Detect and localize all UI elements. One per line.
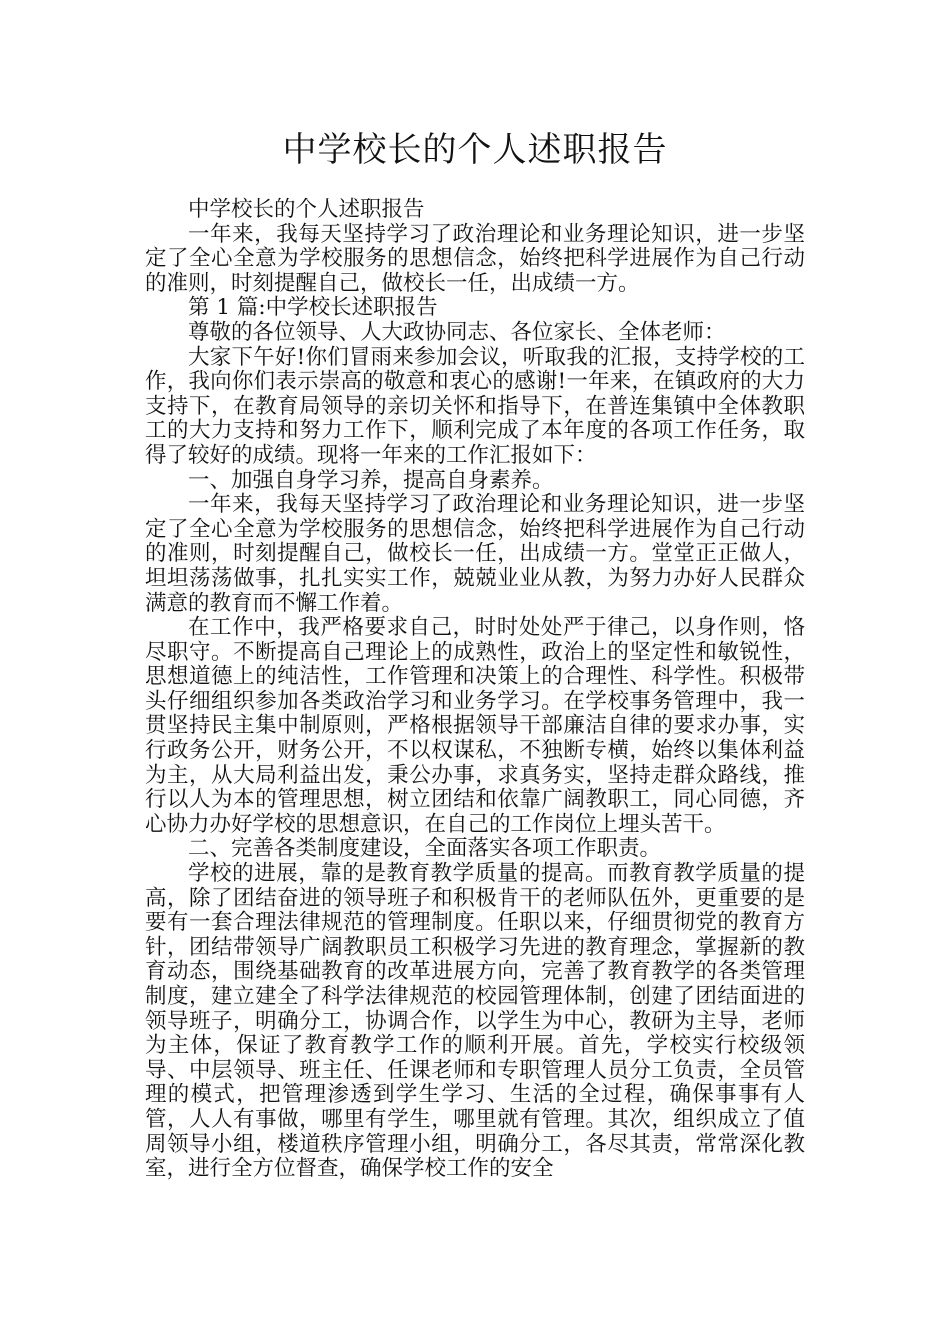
paragraph-salutation: 尊敬的各位领导、人大政协同志、各位家长、全体老师： [188,319,726,345]
paragraph-subtitle: 中学校长的个人述职报告 [188,197,425,222]
paragraph-greeting: 大家下午好!你们冒雨来参加会议，听取我的汇报，支持学校的工作，我向你们表示崇高的敬意和衷心的感谢!一年来，在镇政府的大力支持下，在教育局领导的亲切关怀和指导下，在普连集镇中全体教职工的大力支持和努力工作下，顺利完成了本年度的各项工作任务，取得了较好的成绩。现将一年来的工作汇报如下： [145,344,805,468]
paragraph-work: 在工作中，我严格要求自己，时时处处严于律己，以身作则，恪尽职守。不断提高自己理论上的成熟性，政治上的坚定性和敏锐性，思想道德上的纯洁性，工作管理和决策上的合理性、科学性。积极带头仔细组织参加各类政治学习和业务学习。在学校事务管理中，我一贯坚持民主集中制原则，严格根据领导干部廉洁自律的要求办事，实行政务公开，财务公开，不以权谋私，不独断专横，始终以集体利益为主，从大局利益出发，秉公办事，求真务实，坚持走群众路线，推行以人为本的管理思想，树立团结和依靠广阔教职工，同心同德，齐心协力办好学校的思想意识，在自己的工作岗位上埋头苦干。 [145,615,805,837]
paragraph-study: 一年来，我每天坚持学习了政治理论和业务理论知识，进一步坚定了全心全意为学校服务的思想信念，始终把科学进展作为自己行动的准则，时刻提醒自己，做校长一任，出成绩一方。堂堂正正做人，坦坦荡荡做事，扎扎实实工作，兢兢业业从教，为努力办好人民群众满意的教育而不懈工作着。 [145,492,805,616]
document-body [145,198,805,1182]
paragraph-section-heading: 第 1 篇:中学校长述职报告 [188,295,438,321]
paragraph-intro: 一年来，我每天坚持学习了政治理论和业务理论知识，进一步坚定了全心全意为学校服务的思想信念，始终把科学进展作为自己行动的准则，时刻提醒自己，做校长一任，出成绩一方。 [145,221,805,296]
paragraph-heading-2: 二、完善各类制度建设，全面落实各项工作职责。 [188,836,662,862]
paragraph-management: 学校的进展，靠的是教育教学质量的提高。而教育教学质量的提高，除了团结奋进的领导班子和积极肯干的老师队伍外，更重要的是要有一套合理法律规范的管理制度。任职以来，仔细贯彻党的教育方针，团结带领导广阔教职员工积极学习先进的教育理念，掌握新的教育动态，围绕基础教育的改革进展方向，完善了教育教学的各类管理制度，建立建全了科学法律规范的校园管理体制，创建了团结面进的领导班子，明确分工，协调合作，以学生为中心，教研为主导，老师为主体，保证了教育教学工作的顺利开展。首先，学校实行校级领导、中层领导、班主任、任课老师和专职管理人员分工负责，全员管理的模式，把管理渗透到学生学习、生活的全过程，确保事事有人管，人人有事做，哪里有学生，哪里就有管理。其次，组织成立了值周领导小组，楼道秩序管理小组，明确分工，各尽其责，常常深化教室，进行全方位督查，确保学校工作的安全 [145,861,805,1182]
document-title: 中学校长的个人述职报告 [282,130,668,170]
paragraph-heading-1: 一、加强自身学习养，提高自身素养。 [188,467,554,493]
